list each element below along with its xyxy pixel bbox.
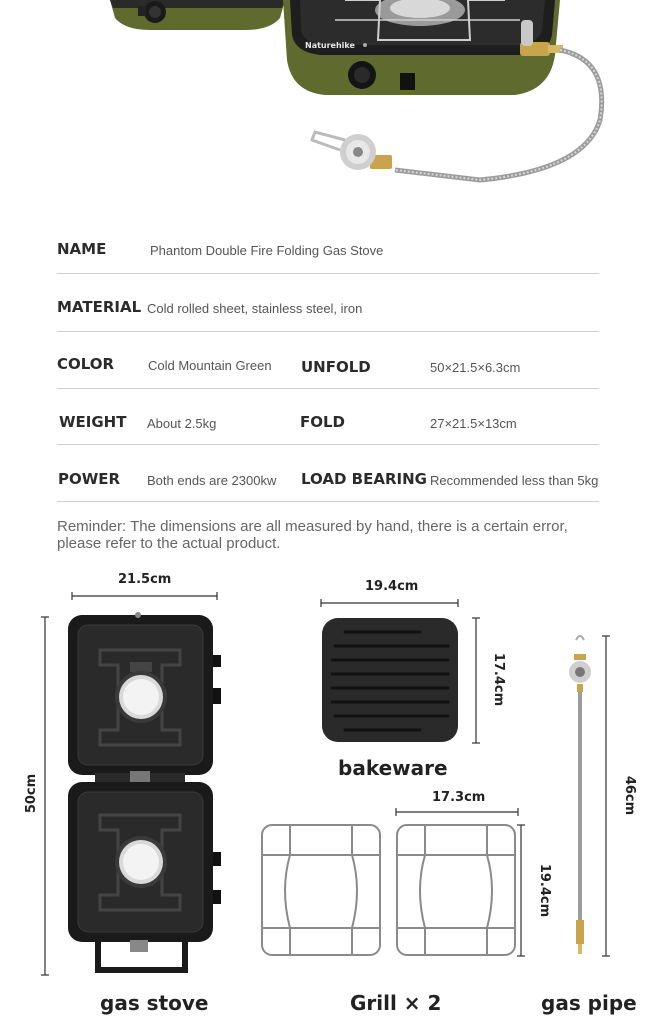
brand-logo: Naturehike xyxy=(305,41,355,50)
spec-label-unfold: UNFOLD xyxy=(301,358,371,376)
divider xyxy=(57,331,599,332)
gas-pipe-illustration xyxy=(569,636,591,954)
product-photo xyxy=(0,0,655,200)
caption-gas-stove: gas stove xyxy=(100,991,209,1015)
dim-grill-height: 19.4cm xyxy=(537,863,553,918)
divider xyxy=(57,444,599,445)
spec-label-fold: FOLD xyxy=(300,413,346,431)
spec-value-fold: 27×21.5×13cm xyxy=(430,416,517,431)
bakeware-illustration xyxy=(322,618,458,742)
spec-value-power: Both ends are 2300kw xyxy=(147,473,277,488)
reminder-note: Reminder: The dimensions are all measured by hand, there is a certain error, please refer to the actual product. xyxy=(57,518,568,552)
spec-value-load-bearing: Recommended less than 5kg xyxy=(430,473,599,488)
divider xyxy=(57,388,599,389)
spec-label-material: MATERIAL xyxy=(57,298,142,316)
dim-bakeware-height: 17.4cm xyxy=(491,652,507,707)
dim-stove-width: 21.5cm xyxy=(118,572,172,587)
spec-value-material: Cold rolled sheet, stainless steel, iron xyxy=(147,301,363,316)
spec-value-name: Phantom Double Fire Folding Gas Stove xyxy=(150,243,384,258)
spec-value-unfold: 50×21.5×6.3cm xyxy=(430,360,521,375)
spec-label-color: COLOR xyxy=(57,355,115,373)
dim-bakeware-width: 19.4cm xyxy=(365,579,419,594)
grill-illustration xyxy=(262,825,515,955)
dim-grill-width: 17.3cm xyxy=(432,790,486,805)
spec-value-weight: About 2.5kg xyxy=(147,416,217,431)
divider xyxy=(57,501,599,502)
caption-gas-pipe: gas pipe xyxy=(541,991,637,1015)
spec-label-weight: WEIGHT xyxy=(59,413,127,431)
spec-label-name: NAME xyxy=(57,240,107,258)
dimension-diagram xyxy=(0,560,655,1024)
dim-pipe-length: 46cm xyxy=(622,775,638,816)
caption-bakeware: bakeware xyxy=(338,756,448,780)
spec-value-color: Cold Mountain Green xyxy=(148,358,272,373)
gas-stove-illustration xyxy=(68,612,221,970)
divider xyxy=(57,273,599,274)
spec-label-power: POWER xyxy=(58,470,121,488)
spec-label-load-bearing: LOAD BEARING xyxy=(301,470,427,488)
dim-stove-length: 50cm xyxy=(24,773,40,814)
caption-grill: Grill × 2 xyxy=(350,991,442,1015)
